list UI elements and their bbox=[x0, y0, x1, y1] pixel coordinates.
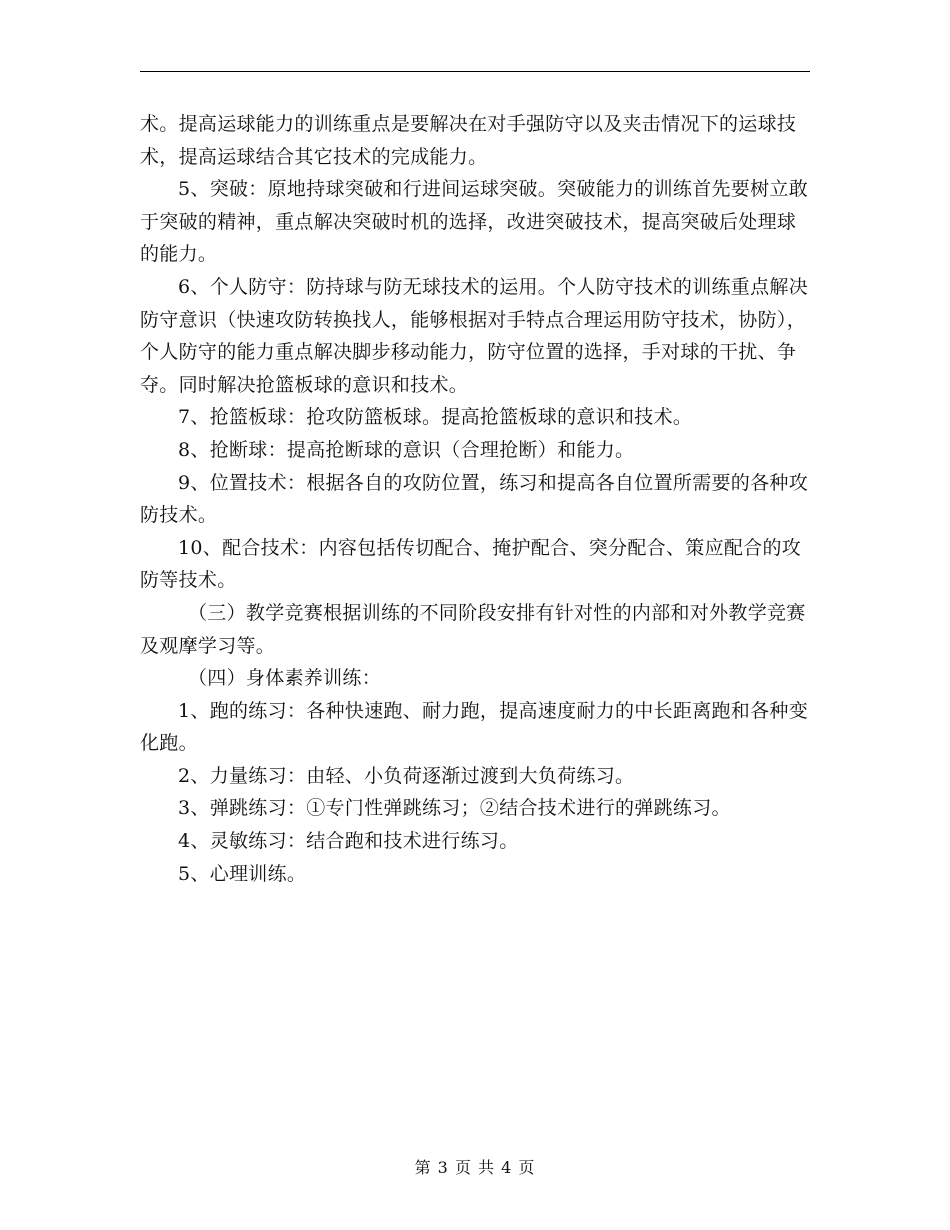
paragraph-agility: 4、灵敏练习：结合跑和技术进行练习。 bbox=[178, 830, 519, 853]
paragraph-individual-defense: 6、个人防守：防持球与防无球技术的运用。个人防守技术的训练重点解决防守意识（快速攻防转换找人，能够根据对手特点合理运用防守技术，协防），个人防守的能力重点解决脚步移动能力，防守位置的选择，手对球的干扰、争夺。同时解决抢篮板球的意识和技术。 bbox=[140, 275, 808, 396]
document-body bbox=[140, 108, 812, 890]
paragraph-dribble-cont: 术。提高运球能力的训练重点是要解决在对手强防守以及夹击情况下的运球技术，提高运球结合其它技术的完成能力。 bbox=[140, 113, 797, 168]
paragraph-psychology: 5、心理训练。 bbox=[178, 862, 307, 885]
section-teaching-competition: （三）教学竞赛根据训练的不同阶段安排有针对性的内部和对外教学竞赛及观摩学习等。 bbox=[140, 601, 806, 657]
paragraph-teamwork-skill: 10、配合技术：内容包括传切配合、掩护配合、突分配合、策应配合的攻防等技术。 bbox=[140, 536, 802, 592]
paragraph-position-skill: 9、位置技术：根据各自的攻防位置，练习和提高各自位置所需要的各种攻防技术。 bbox=[140, 471, 808, 527]
paragraph-strength: 2、力量练习：由轻、小负荷逐渐过渡到大负荷练习。 bbox=[178, 764, 635, 787]
section-physical-training: （四）身体素养训练： bbox=[188, 667, 382, 690]
paragraph-rebound: 7、抢篮板球：抢攻防篮板球。提高抢篮板球的意识和技术。 bbox=[178, 406, 693, 429]
page-number-footer: 第 3 页 共 4 页 bbox=[414, 1158, 536, 1177]
paragraph-breakthrough: 5、突破：原地持球突破和行进间运球突破。突破能力的训练首先要树立敢于突破的精神，重点解决突破时机的选择，改进突破技术，提高突破后处理球的能力。 bbox=[140, 178, 808, 266]
header-rule bbox=[140, 71, 810, 72]
paragraph-running: 1、跑的练习：各种快速跑、耐力跑，提高速度耐力的中长距离跑和各种变化跑。 bbox=[140, 699, 808, 755]
paragraph-steal: 8、抢断球：提高抢断球的意识（合理抢断）和能力。 bbox=[178, 438, 635, 461]
paragraph-jumping: 3、弹跳练习：①专门性弹跳练习；②结合技术进行的弹跳练习。 bbox=[178, 797, 731, 820]
